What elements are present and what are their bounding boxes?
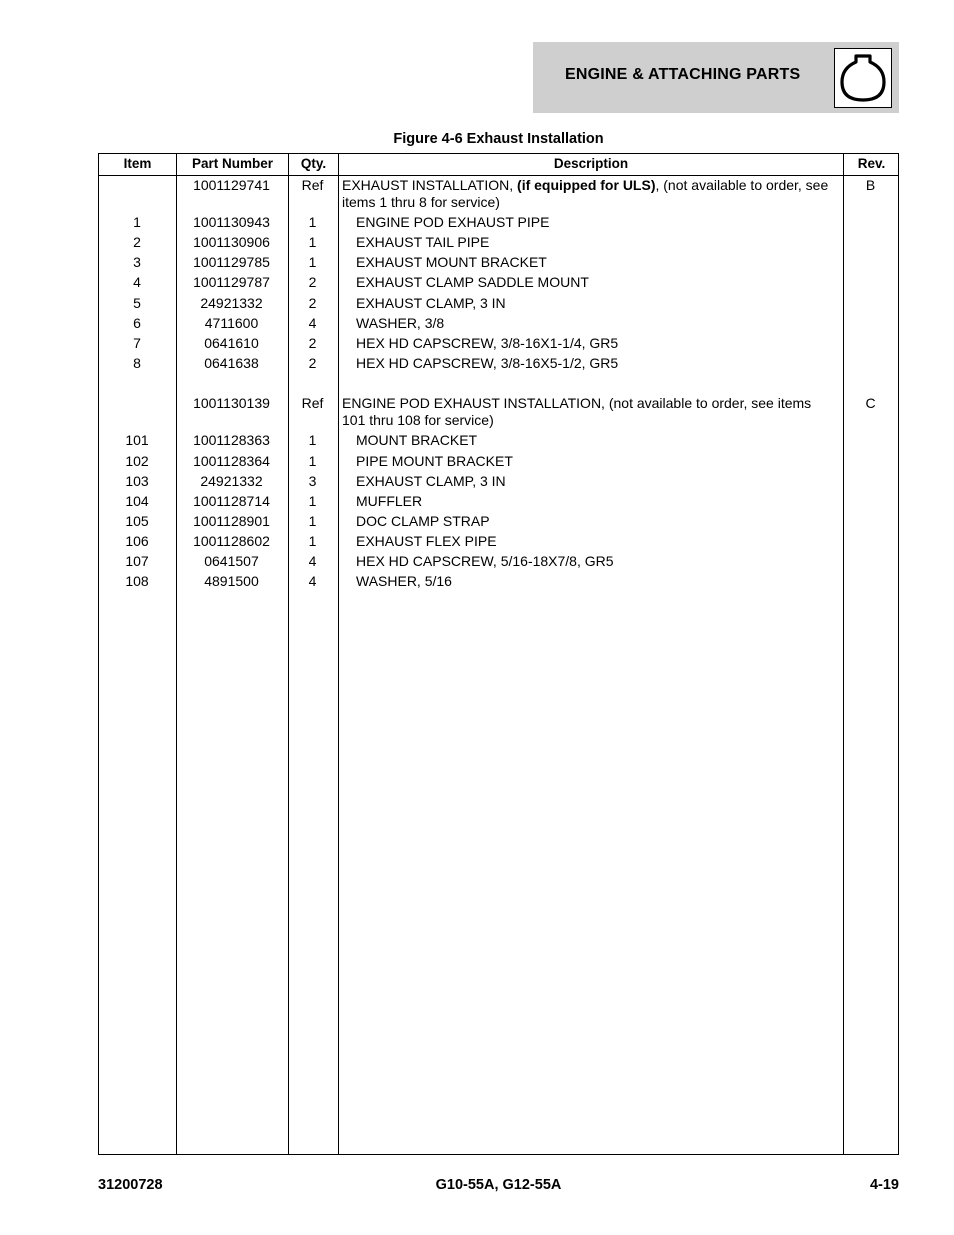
quantity: 1	[308, 453, 317, 469]
description: MUFFLER	[356, 493, 423, 509]
item-number: 2	[133, 234, 141, 250]
item-number: 103	[125, 473, 149, 489]
quantity: 1	[308, 493, 317, 509]
item-number: 107	[125, 553, 149, 569]
item-number: 106	[125, 533, 149, 549]
description: EXHAUST CLAMP, 3 IN	[356, 473, 506, 489]
description: EXHAUST MOUNT BRACKET	[356, 254, 547, 270]
column-header-item: Item	[123, 156, 152, 171]
part-number: 0641638	[204, 355, 259, 371]
description: EXHAUST CLAMP, 3 IN	[356, 295, 506, 311]
description: MOUNT BRACKET	[356, 432, 478, 448]
quantity: Ref	[301, 395, 324, 411]
description: WASHER, 3/8	[356, 315, 445, 331]
description-text: , (not available to order, see items 1 thru 8 for service)	[342, 177, 829, 210]
part-number: 1001128363	[193, 432, 270, 448]
description: WASHER, 5/16	[356, 573, 452, 589]
quantity: 1	[308, 513, 317, 529]
part-number: 4711600	[204, 315, 259, 331]
description	[342, 177, 837, 211]
quantity: 4	[308, 573, 317, 589]
part-number: 1001130943	[193, 214, 270, 230]
item-number: 3	[133, 254, 141, 270]
item-number: 8	[133, 355, 141, 371]
quantity: 1	[308, 533, 317, 549]
column-header-part-number: Part Number	[191, 156, 274, 171]
quantity: 4	[308, 553, 317, 569]
part-number: 1001129787	[193, 274, 270, 290]
part-number: 1001128714	[193, 493, 270, 509]
description-text: EXHAUST INSTALLATION,	[342, 177, 518, 193]
item-number: 104	[125, 493, 149, 509]
item-number: 1	[133, 214, 141, 230]
column-header-rev: Rev.	[857, 156, 886, 171]
part-number: 1001128901	[193, 513, 270, 529]
part-number: 0641507	[204, 553, 259, 569]
quantity: 3	[308, 473, 317, 489]
description: ENGINE POD EXHAUST INSTALLATION, (not available to order, see items 101 thru 108 for service)	[342, 395, 812, 428]
description: HEX HD CAPSCREW, 3/8-16X1-1/4, GR5	[356, 335, 619, 351]
engine-outline-icon	[838, 52, 888, 104]
part-number: 1001128364	[193, 453, 270, 469]
description-emphasis: (if equipped for ULS)	[517, 177, 656, 193]
footer-document-number: 31200728	[98, 1177, 163, 1193]
footer-model: G10-55A, G12-55A	[435, 1177, 562, 1193]
figure-title: Figure 4-6 Exhaust Installation	[393, 131, 604, 147]
description: HEX HD CAPSCREW, 3/8-16X5-1/2, GR5	[356, 355, 619, 371]
part-number: 24921332	[200, 473, 263, 489]
quantity: 1	[308, 234, 317, 250]
quantity: 4	[308, 315, 317, 331]
part-number: 24921332	[200, 295, 263, 311]
item-number: 105	[125, 513, 149, 529]
quantity: 2	[308, 335, 317, 351]
revision: C	[865, 395, 876, 411]
parts-table	[98, 153, 899, 1155]
item-number: 102	[125, 453, 149, 469]
column-divider	[338, 154, 339, 1154]
header-divider	[99, 175, 898, 176]
item-number: 6	[133, 315, 141, 331]
part-number: 1001130906	[193, 234, 270, 250]
section-icon-frame	[834, 48, 892, 108]
description: ENGINE POD EXHAUST PIPE	[356, 214, 550, 230]
column-header-description: Description	[553, 156, 629, 171]
quantity: 2	[308, 355, 317, 371]
description: EXHAUST FLEX PIPE	[356, 533, 497, 549]
column-divider	[843, 154, 844, 1154]
description: PIPE MOUNT BRACKET	[356, 453, 513, 469]
quantity: 1	[308, 254, 317, 270]
quantity: 2	[308, 274, 317, 290]
item-number: 5	[133, 295, 141, 311]
description: EXHAUST TAIL PIPE	[356, 234, 490, 250]
section-title: ENGINE & ATTACHING PARTS	[565, 66, 801, 83]
part-number: 1001130139	[193, 395, 270, 411]
description: HEX HD CAPSCREW, 5/16-18X7/8, GR5	[356, 553, 614, 569]
item-number: 108	[125, 573, 149, 589]
item-number: 101	[125, 432, 149, 448]
quantity: 2	[308, 295, 317, 311]
part-number: 1001128602	[193, 533, 270, 549]
part-number: 0641610	[204, 335, 259, 351]
quantity: 1	[308, 214, 317, 230]
item-number: 7	[133, 335, 141, 351]
revision: B	[865, 177, 876, 193]
column-header-qty: Qty.	[300, 156, 327, 171]
part-number: 1001129741	[193, 177, 270, 193]
part-number: 4891500	[204, 573, 259, 589]
part-number: 1001129785	[193, 254, 270, 270]
section-header	[533, 42, 899, 113]
description: EXHAUST CLAMP SADDLE MOUNT	[356, 274, 589, 290]
quantity: Ref	[301, 177, 324, 193]
footer-page-number: 4-19	[869, 1177, 899, 1193]
quantity: 1	[308, 432, 317, 448]
description: DOC CLAMP STRAP	[356, 513, 490, 529]
item-number: 4	[133, 274, 141, 290]
